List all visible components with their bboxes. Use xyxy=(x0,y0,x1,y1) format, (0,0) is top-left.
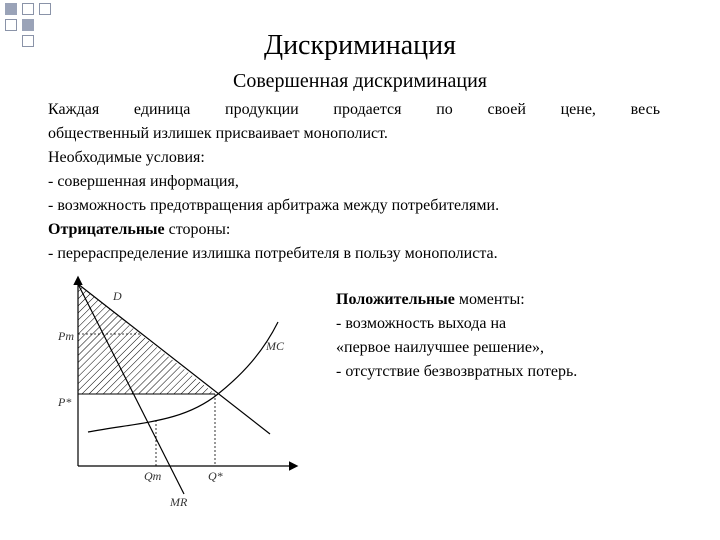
positive-item: - отсутствие безвозвратных потерь. xyxy=(336,363,578,380)
negative-rest: стороны: xyxy=(164,221,231,238)
label-pstar: P* xyxy=(58,395,72,409)
slide-subtitle: Совершенная дискриминация xyxy=(232,70,488,92)
main-text xyxy=(48,98,660,266)
negative-heading xyxy=(48,218,660,242)
conditions-heading: Необходимые условия: xyxy=(48,149,205,166)
positive-item: - возможность выхода на xyxy=(336,315,507,332)
positive-aspects xyxy=(336,288,676,384)
intro-line-2: общественный излишек присваивает монополист. xyxy=(48,125,388,142)
decor-square xyxy=(39,3,51,15)
label-mc: MC xyxy=(266,339,284,353)
positive-heading xyxy=(336,288,676,312)
label-mr: MR xyxy=(170,495,188,509)
negative-item: - перераспределение излишка потребителя в пользу монополиста. xyxy=(48,245,498,262)
intro-line-1: Каждая единица продукции продается по своей цене, весь xyxy=(48,101,660,118)
label-qm: Qm xyxy=(144,469,162,483)
negative-bold: Отрицательные xyxy=(48,221,165,238)
label-pm: Pm xyxy=(58,329,74,343)
positive-bold: Положительные xyxy=(336,291,455,308)
price-discrimination-graph xyxy=(48,272,308,512)
positive-item: «первое наилучшее решение», xyxy=(336,339,544,356)
condition-item: - совершенная информация, xyxy=(48,173,239,190)
decor-square xyxy=(22,3,34,15)
label-qstar: Q* xyxy=(208,469,223,483)
positive-rest: моменты: xyxy=(454,291,525,308)
slide-title: Дискриминация xyxy=(263,30,457,61)
decor-square xyxy=(5,3,17,15)
label-d: D xyxy=(113,289,122,303)
condition-item: - возможность предотвращения арбитража между потребителями. xyxy=(48,197,500,214)
